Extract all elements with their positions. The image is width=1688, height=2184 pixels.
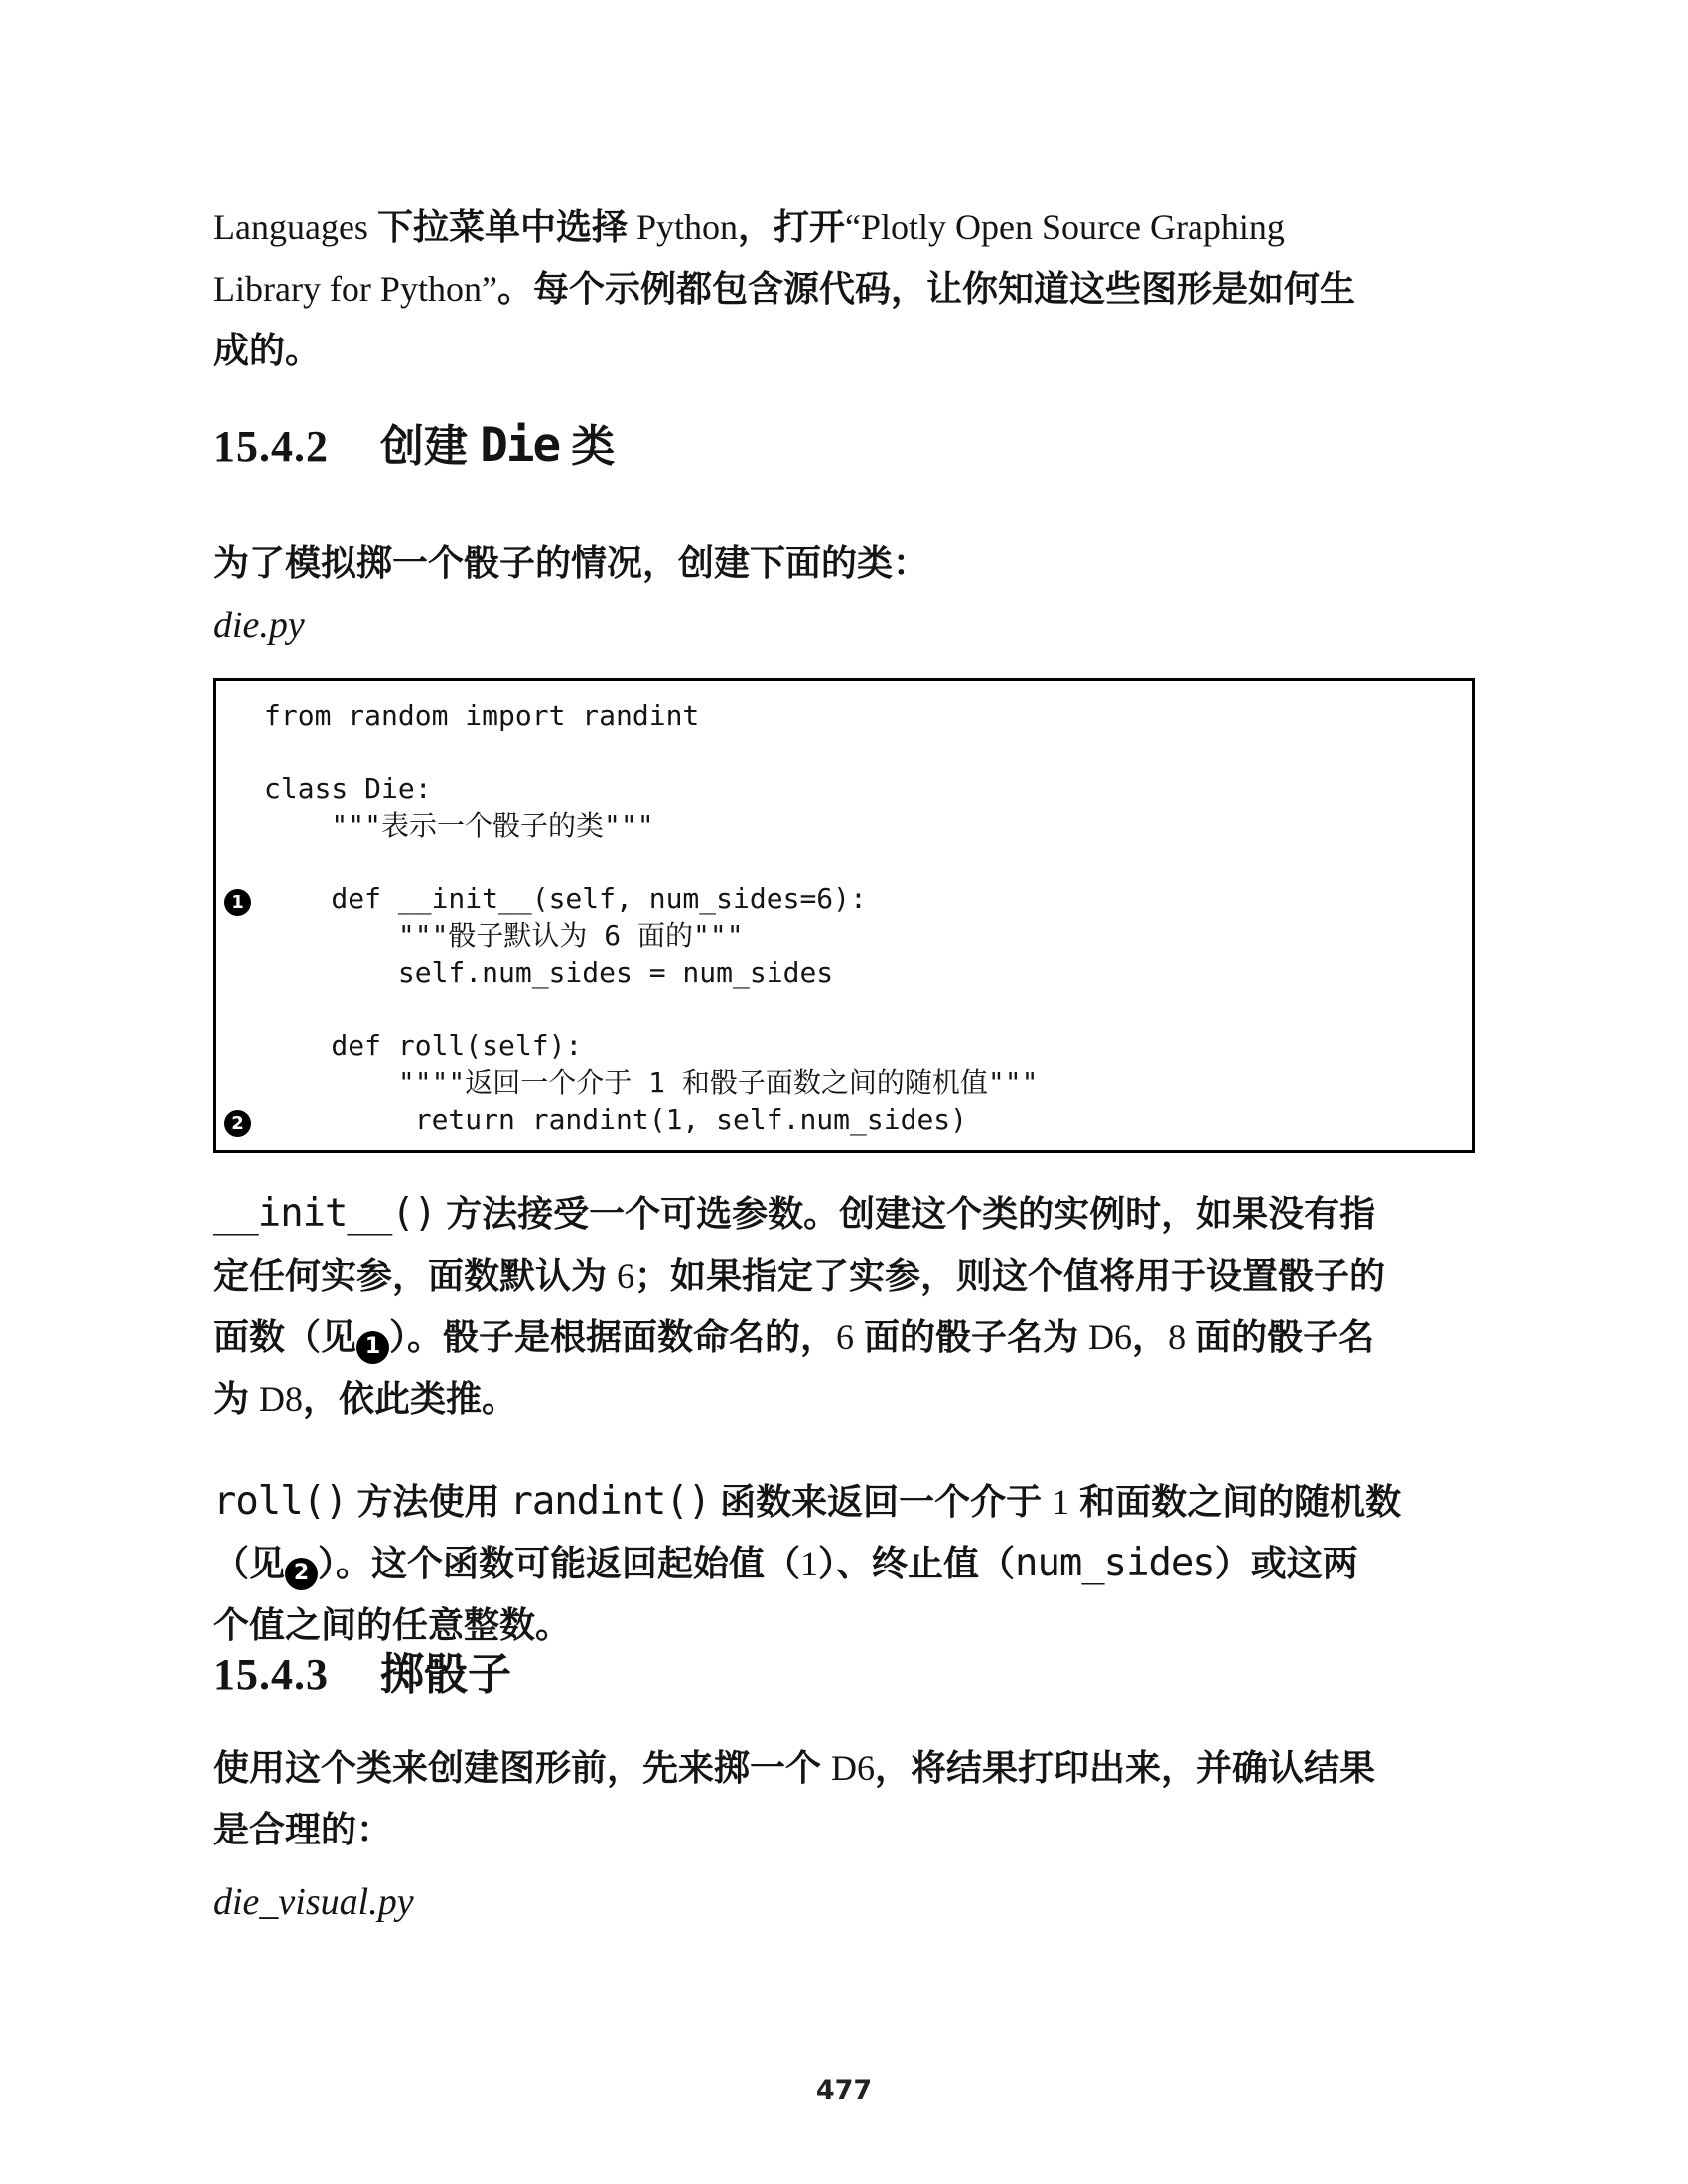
text-line [213,1183,1475,1245]
text-run: num_sides [1015,1541,1215,1585]
section-title [380,418,616,473]
code-text [264,844,281,881]
text-run: 函数来返回一个介于 [710,1481,1053,1522]
text-run: ，将结果打印出来，并确认结果 [875,1747,1376,1788]
text-run: 1 [800,1544,819,1583]
text-run: 和面数之间的随机数 [1069,1481,1402,1522]
text-run: __init__() [213,1191,437,1236]
text-run: Languages [213,207,377,247]
text-line [213,1799,1475,1860]
code-text: self.num_sides = num_sides [264,956,834,989]
callout-marker-2: 2 [285,1558,318,1590]
text-run: roll() [213,1479,348,1524]
text-run: ，依此类推。 [303,1378,518,1419]
text-run: 方法使用 [347,1481,510,1522]
section-number: 15.4.3 [213,1650,329,1699]
code-text: def roll(self): [264,1029,583,1062]
text-run: D6 [831,1748,876,1788]
callout-marker-2 [224,1101,264,1138]
roll-die-paragraph [213,1737,1475,1860]
file-label-die-visual-py: die_visual.py [213,1881,414,1923]
code-text: def __init__(self, num_sides=6): [264,883,867,915]
text-line [213,1594,1475,1656]
text-run: “Plotly Open Source Graphing [845,207,1285,247]
text-run: 创建 [380,422,481,471]
text-run: 1 [1052,1482,1070,1522]
text-line [213,1737,1475,1799]
text-run: 面数（见 [213,1316,357,1357]
text-run: 面的骰子名 [1186,1316,1375,1357]
callout-marker-2: 2 [224,1110,251,1137]
code-line [224,1101,1462,1138]
text-run: ；如果指定了实参，则这个值将用于设置骰子的 [634,1255,1386,1296]
roll-paragraph [213,1471,1475,1656]
text-run: 6 [836,1317,855,1357]
code-line [224,697,1462,734]
code-line [224,770,1462,807]
text-line [213,320,1475,381]
text-line [213,1245,1475,1306]
text-run: 使用这个类来创建图形前，先来掷一个 [213,1747,832,1788]
code-line [224,1064,1462,1101]
text-run: ）。这个函数可能返回起始值（ [318,1543,801,1583]
section-heading-15-4-3 [213,1650,1475,1700]
text-run: D6 [1088,1317,1133,1357]
code-line [224,917,1462,954]
code-listing-die-py [213,678,1475,1153]
code-line [224,807,1462,844]
callout-marker-1: 1 [356,1331,389,1364]
text-run: ）。骰子是根据面数命名的， [389,1316,837,1357]
code-line [224,954,1462,991]
text-run: ，打开 [737,206,845,247]
setup-paragraph [213,532,1475,594]
code-text: """骰子默认为 6 面的""" [264,919,744,952]
code-text [264,734,281,770]
code-text: class Die: [264,772,432,805]
code-text: return randint(1, self.num_sides) [264,1103,968,1136]
section-heading-15-4-2 [213,418,1475,473]
text-run: 下拉菜单中选择 [376,206,628,247]
text-run: 8 [1168,1317,1187,1357]
text-run: 为了模拟掷一个骰子的情况，创建下面的类： [213,542,929,583]
text-run: ， [1132,1316,1169,1357]
section-title [380,1650,511,1699]
text-run: （见 [213,1543,286,1583]
text-run: 掷骰子 [380,1650,511,1699]
code-line [224,991,1462,1027]
text-run: 方法接受一个可选参数。创建这个类的实例时，如果没有指 [436,1193,1376,1234]
text-line [213,1306,1475,1368]
intro-paragraph [213,197,1475,381]
code-line [224,881,1462,917]
text-run: 6 [617,1256,635,1296]
section-number: 15.4.2 [213,422,329,471]
text-run: ）或这两 [1214,1543,1358,1583]
text-line [213,197,1475,258]
code-line [224,844,1462,881]
text-run: 类 [559,422,616,471]
text-run: 是合理的： [213,1809,393,1849]
text-line [213,1471,1475,1533]
text-run: ）、终止值（ [818,1543,1016,1583]
text-run: Die [480,418,560,473]
file-label-die-py: die.py [213,605,305,646]
text-run: 为 [213,1378,260,1419]
text-run: Python [627,207,738,247]
code-text: """表示一个骰子的类""" [264,809,654,842]
text-line [213,258,1475,320]
init-paragraph [213,1183,1475,1430]
text-line [213,1533,1475,1594]
callout-marker-1: 1 [224,889,251,916]
text-run: 个值之间的任意整数。 [213,1604,572,1645]
page-number: 477 [815,2075,873,2106]
code-line [224,734,1462,770]
code-line [224,1027,1462,1064]
code-text: """"返回一个介于 1 和骰子面数之间的随机值""" [264,1066,1039,1099]
code-text: from random import randint [264,699,700,732]
text-line [213,1368,1475,1430]
text-run: D8 [259,1379,304,1419]
callout-marker-1 [224,881,264,917]
text-run: 。每个示例都包含源代码，让你知道这些图形是如何生 [496,268,1355,309]
text-run: 定任何实参，面数默认为 [213,1255,618,1296]
text-run: Library for Python” [213,269,497,309]
text-run: 面的骰子名为 [854,1316,1089,1357]
text-run: 成的。 [213,330,322,370]
text-line [213,532,1475,594]
text-run: randint() [509,1479,711,1524]
code-text [264,991,281,1027]
